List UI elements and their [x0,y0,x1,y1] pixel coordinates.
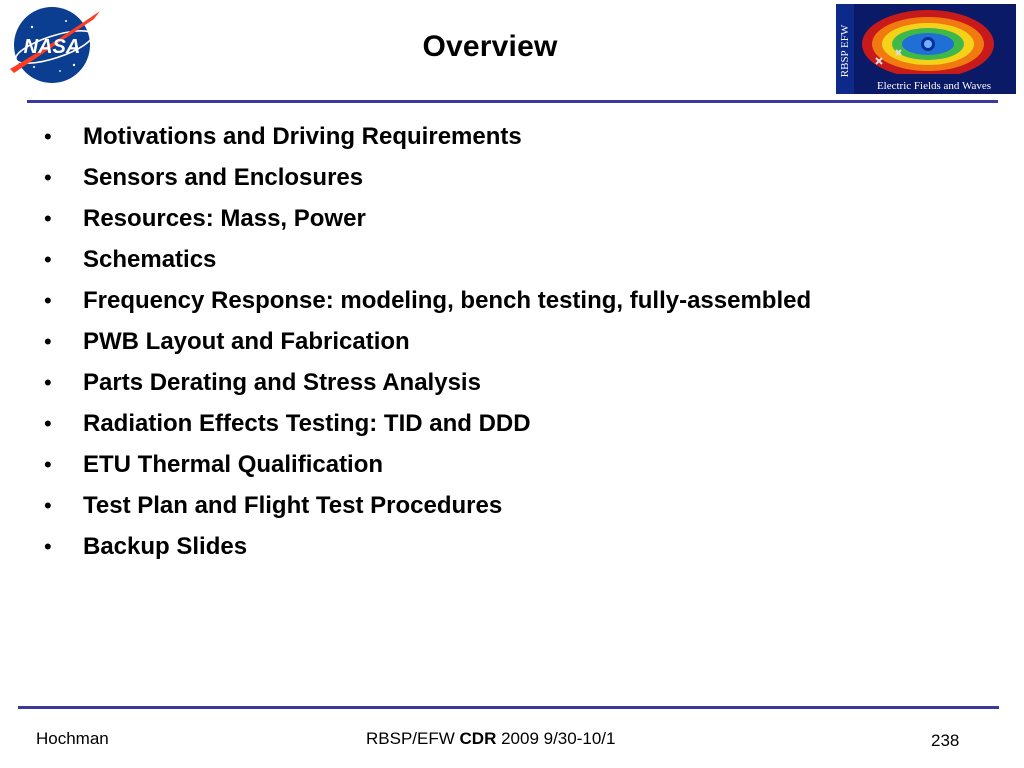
bullet-dot-icon: • [44,124,52,149]
efw-logo-caption: Electric Fields and Waves [876,80,992,92]
bullet-text: Backup Slides [83,533,248,560]
bullet-text: Motivations and Driving Requirements [83,123,522,150]
page-number: 238 [931,731,960,750]
slide-title: Overview [422,30,558,63]
bullet-text: Sensors and Enclosures [83,164,364,191]
footer-project [366,729,615,749]
nasa-logo-text: NASA [23,36,81,58]
bullet-text: Test Plan and Flight Test Procedures [83,492,503,519]
footer-project-prefix: RBSP/EFW [366,729,460,748]
footer-project-suffix: 2009 9/30-10/1 [496,729,616,748]
bullet-text: Radiation Effects Testing: TID and DDD [83,410,531,437]
efw-logo-vertical-text: RBSP EFW [839,24,851,78]
bullet-text: Resources: Mass, Power [83,205,366,232]
footer-author: Hochman [36,729,109,748]
bullet-dot-icon: • [44,247,52,272]
bullet-dot-icon: • [44,452,52,477]
bullet-dot-icon: • [44,206,52,231]
bullet-text: Frequency Response: modeling, bench testing, fully-assembled [83,287,812,314]
bullet-dot-icon: • [44,329,52,354]
bullet-text: Parts Derating and Stress Analysis [83,369,481,396]
bullet-dot-icon: • [44,411,52,436]
bullet-dot-icon: • [44,288,52,313]
footer-rule [18,706,999,709]
bullet-text: ETU Thermal Qualification [83,451,384,478]
rbsp-efw-logo [836,4,1016,94]
radiation-belt-icon [836,4,1016,94]
bullet-dot-icon: • [44,534,52,559]
bullet-dot-icon: • [44,493,52,518]
bullet-text: PWB Layout and Fabrication [83,328,410,355]
header-rule [27,100,998,103]
bullet-text: Schematics [83,246,217,273]
footer-project-bold: CDR [459,729,497,748]
bullet-dot-icon: • [44,370,52,395]
bullet-dot-icon: • [44,165,52,190]
